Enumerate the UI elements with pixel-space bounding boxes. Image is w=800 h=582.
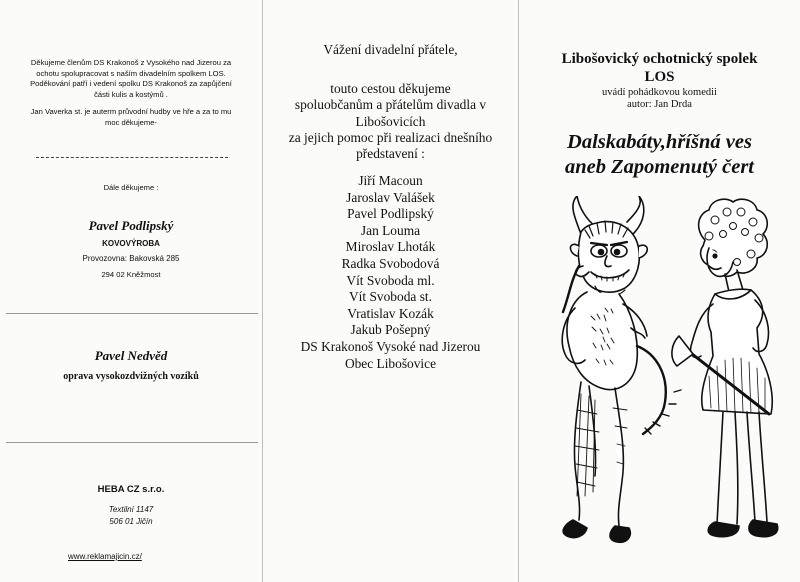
play-title-line: Dalskabáty,hříšná ves — [567, 131, 752, 153]
thanks-line: za jejich pomoc při realizaci dnešního — [288, 129, 493, 145]
sponsor-name: Pavel Podlipský — [88, 218, 174, 233]
music-text — [6, 107, 256, 128]
supporter-name: Vratislav Kozák — [347, 305, 434, 321]
supporter-name: Vít Svoboda st. — [349, 289, 432, 305]
supporter-name: Vít Svoboda ml. — [346, 272, 435, 288]
intro-text — [6, 58, 256, 100]
further-thanks: Dále děkujeme : — [103, 183, 159, 192]
thanks-paragraph — [263, 81, 518, 162]
greeting: Vážení divadelní přátele, — [323, 42, 458, 57]
sponsor-address: Textilní 1147 — [108, 505, 154, 514]
intro-line: Poděkování patří i vedení spolku DS Krakonoš za zapůjčení — [30, 79, 232, 88]
supporter-name: Jakub Pošepný — [350, 322, 431, 338]
society-name: Libošovický ochotnický spolek — [561, 51, 758, 67]
website-link[interactable]: www.reklamajicin.cz/ — [68, 552, 142, 561]
divider-dashed — [36, 157, 228, 158]
divider — [6, 313, 258, 314]
sponsor-business: KOVOVÝROBA — [102, 239, 160, 248]
supporter-name: Obec Libošovice — [344, 355, 437, 371]
middle-panel — [263, 0, 518, 582]
supporter-name: Radka Svobodová — [341, 255, 440, 271]
supporter-name: Pavel Podlipský — [347, 206, 434, 222]
intro-line: Děkujeme členům DS Krakonoš z Vysokého nad Jizerou za — [30, 58, 232, 67]
sponsor-name: HEBA CZ s.r.o. — [97, 484, 165, 495]
supporter-name: Miroslav Lhoták — [345, 239, 436, 255]
divider — [6, 442, 258, 443]
left-panel — [0, 0, 262, 582]
devil-figure — [562, 196, 681, 542]
supporter-name: Jan Louma — [360, 222, 421, 238]
sponsor-nedved — [6, 348, 256, 383]
sponsor-address: 506 01 Jičín — [109, 516, 153, 526]
thanks-line: spoluobčanům a přátelům divadla v — [294, 97, 487, 113]
sponsor-name: Pavel Nedvěd — [94, 348, 168, 363]
sponsor-heba — [6, 484, 256, 527]
sponsor-podlipsky — [6, 218, 256, 280]
thanks-line: Libošovicích — [355, 113, 426, 129]
sponsor-address: Provozovna: Bakovská 285 — [82, 254, 180, 263]
music-line: Jan Vaverka st. je auterm průvodní hudby ve hře a za to mu — [30, 107, 232, 116]
thanks-line: představení : — [356, 146, 425, 162]
supporter-name: Jaroslav Valášek — [346, 189, 435, 205]
supporter-name: DS Krakonoš Vysoké nad Jizerou — [300, 338, 481, 354]
intro-line: ochotu spolupracovat s naším divadelním spolkem LOS. — [36, 68, 226, 78]
intro-line: části kulis a kostýmů . — [94, 89, 168, 99]
illustration-devil-and-woman — [519, 196, 800, 581]
supporter-name: Jiří Macoun — [358, 173, 423, 188]
music-line: moc děkujeme- — [105, 117, 157, 127]
play-title-line: aneb Zapomenutý čert — [564, 156, 755, 178]
author-line: autor: Jan Drda — [627, 99, 692, 110]
sponsor-business: oprava vysokozdvižných vozíků — [63, 371, 199, 382]
right-panel — [519, 0, 800, 582]
supporters-list — [263, 173, 518, 372]
sponsor-address: 294 02 Kněžmost — [101, 269, 161, 279]
presents-line: uvádí pohádkovou komedii — [602, 87, 717, 98]
thanks-line: touto cestou děkujeme — [330, 81, 451, 96]
society-acronym: LOS — [644, 69, 675, 85]
woman-figure — [672, 199, 778, 537]
play-title — [519, 130, 800, 180]
